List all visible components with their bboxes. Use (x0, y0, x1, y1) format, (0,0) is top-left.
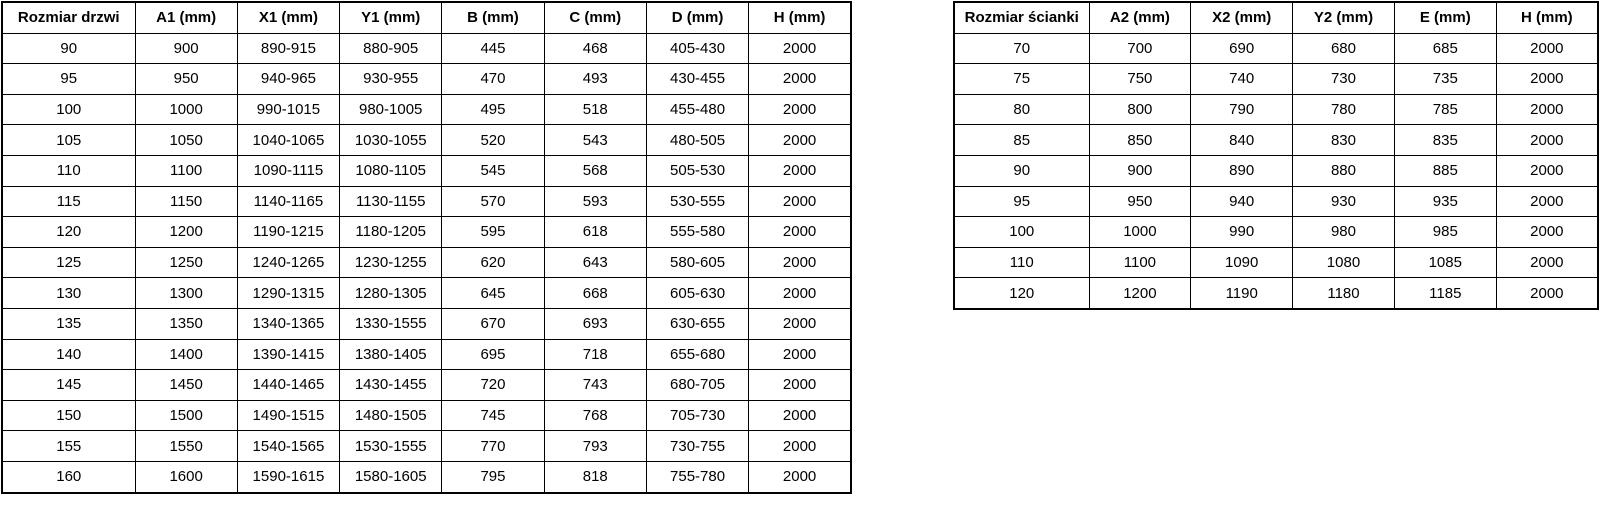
table-cell: 2000 (749, 431, 851, 462)
table-cell: 668 (544, 278, 646, 309)
table-cell: 1540-1565 (237, 431, 339, 462)
table-row (2, 370, 851, 401)
table-cell: 1140-1165 (237, 186, 339, 217)
table-cell: 1550 (135, 431, 237, 462)
table-cell: 670 (442, 308, 544, 339)
header-row (2, 2, 851, 33)
table-row (954, 64, 1598, 95)
table-cell: 743 (544, 370, 646, 401)
table-cell: 618 (544, 217, 646, 248)
table-row (2, 33, 851, 64)
table-cell: 2000 (1496, 217, 1598, 248)
table-cell: 880 (1293, 155, 1395, 186)
table-cell: 1150 (135, 186, 237, 217)
table-cell: 1190-1215 (237, 217, 339, 248)
table-cell: 145 (2, 370, 135, 401)
table-cell: 730 (1293, 64, 1395, 95)
table-cell: 2000 (749, 125, 851, 156)
table-cell: 730-755 (646, 431, 748, 462)
table-cell: 1480-1505 (340, 400, 442, 431)
table-cell: 1100 (135, 155, 237, 186)
table-cell: 2000 (749, 64, 851, 95)
table-row (954, 186, 1598, 217)
table-row (2, 308, 851, 339)
table-cell: 1340-1365 (237, 308, 339, 339)
table-cell: 593 (544, 186, 646, 217)
table-cell: 1180 (1293, 278, 1395, 309)
table-row (2, 94, 851, 125)
table-cell: 1290-1315 (237, 278, 339, 309)
table-cell: 2000 (749, 33, 851, 64)
table-row (2, 155, 851, 186)
table-cell: 818 (544, 461, 646, 492)
table-cell: 140 (2, 339, 135, 370)
table-row (2, 461, 851, 492)
table-cell: 405-430 (646, 33, 748, 64)
table-cell: 850 (1089, 125, 1191, 156)
table-cell: 2000 (1496, 155, 1598, 186)
table-cell: 470 (442, 64, 544, 95)
table-cell: 1085 (1394, 247, 1496, 278)
table-cell: 1530-1555 (340, 431, 442, 462)
table-row (954, 247, 1598, 278)
table-cell: 750 (1089, 64, 1191, 95)
table-cell: 1050 (135, 125, 237, 156)
table-cell: 455-480 (646, 94, 748, 125)
table-cell: 1130-1155 (340, 186, 442, 217)
table-cell: 130 (2, 278, 135, 309)
table-cell: 1400 (135, 339, 237, 370)
column-header: C (mm) (544, 2, 646, 33)
table-cell: 120 (954, 278, 1089, 309)
table-cell: 1300 (135, 278, 237, 309)
table-row (2, 125, 851, 156)
table-cell: 1080 (1293, 247, 1395, 278)
table-cell: 1430-1455 (340, 370, 442, 401)
table-cell: 1080-1105 (340, 155, 442, 186)
table-cell: 643 (544, 247, 646, 278)
table-cell: 755-780 (646, 461, 748, 492)
column-header: H (mm) (749, 2, 851, 33)
table-row (954, 278, 1598, 309)
table-cell: 100 (954, 217, 1089, 248)
table-cell: 980 (1293, 217, 1395, 248)
table-cell: 930-955 (340, 64, 442, 95)
header-row (954, 2, 1598, 33)
table-cell: 1280-1305 (340, 278, 442, 309)
table-cell: 570 (442, 186, 544, 217)
table-cell: 2000 (1496, 94, 1598, 125)
table-cell: 790 (1191, 94, 1293, 125)
table-cell: 2000 (1496, 278, 1598, 309)
table-cell: 655-680 (646, 339, 748, 370)
table-cell: 70 (954, 33, 1089, 64)
table-cell: 1000 (1089, 217, 1191, 248)
table-row (2, 431, 851, 462)
column-header: Y2 (mm) (1293, 2, 1395, 33)
table-cell: 2000 (749, 186, 851, 217)
table-cell: 468 (544, 33, 646, 64)
table-cell: 1590-1615 (237, 461, 339, 492)
table-cell: 1000 (135, 94, 237, 125)
table-cell: 1390-1415 (237, 339, 339, 370)
table-cell: 445 (442, 33, 544, 64)
table-cell: 2000 (749, 94, 851, 125)
table-row (2, 339, 851, 370)
table-cell: 1330-1555 (340, 308, 442, 339)
table-row (954, 125, 1598, 156)
table-cell: 890 (1191, 155, 1293, 186)
column-header: D (mm) (646, 2, 748, 33)
table-row (2, 186, 851, 217)
table-cell: 940 (1191, 186, 1293, 217)
table-cell: 1490-1515 (237, 400, 339, 431)
table-cell: 495 (442, 94, 544, 125)
table-cell: 543 (544, 125, 646, 156)
table-row (2, 64, 851, 95)
table-cell: 890-915 (237, 33, 339, 64)
column-header: H (mm) (1496, 2, 1598, 33)
table-cell: 90 (954, 155, 1089, 186)
table-cell: 1185 (1394, 278, 1496, 309)
table-cell: 95 (954, 186, 1089, 217)
column-header: Y1 (mm) (340, 2, 442, 33)
table-cell: 568 (544, 155, 646, 186)
table-cell: 110 (954, 247, 1089, 278)
table-cell: 793 (544, 431, 646, 462)
column-header: Rozmiar drzwi (2, 2, 135, 33)
table-cell: 880-905 (340, 33, 442, 64)
table-cell: 693 (544, 308, 646, 339)
door-size-table (1, 1, 852, 494)
table-cell: 1500 (135, 400, 237, 431)
table-cell: 735 (1394, 64, 1496, 95)
table-cell: 770 (442, 431, 544, 462)
table-cell: 2000 (749, 461, 851, 492)
table-row (954, 33, 1598, 64)
table-cell: 2000 (1496, 64, 1598, 95)
table-cell: 1090-1115 (237, 155, 339, 186)
table-cell: 2000 (749, 339, 851, 370)
table-cell: 480-505 (646, 125, 748, 156)
table-cell: 840 (1191, 125, 1293, 156)
table-cell: 1090 (1191, 247, 1293, 278)
table-cell: 740 (1191, 64, 1293, 95)
table-cell: 718 (544, 339, 646, 370)
table-cell: 2000 (749, 278, 851, 309)
table-cell: 1380-1405 (340, 339, 442, 370)
table-cell: 1450 (135, 370, 237, 401)
table-row (2, 217, 851, 248)
table-cell: 105 (2, 125, 135, 156)
table-cell: 800 (1089, 94, 1191, 125)
table-cell: 1200 (135, 217, 237, 248)
table-cell: 620 (442, 247, 544, 278)
table-cell: 605-630 (646, 278, 748, 309)
table-cell: 530-555 (646, 186, 748, 217)
table-row (2, 247, 851, 278)
wall-size-table (953, 1, 1599, 310)
table-cell: 2000 (1496, 247, 1598, 278)
table-cell: 1230-1255 (340, 247, 442, 278)
table-cell: 518 (544, 94, 646, 125)
column-header: X1 (mm) (237, 2, 339, 33)
table-cell: 2000 (1496, 33, 1598, 64)
table-cell: 120 (2, 217, 135, 248)
table-cell: 700 (1089, 33, 1191, 64)
table-cell: 1600 (135, 461, 237, 492)
table-cell: 1200 (1089, 278, 1191, 309)
column-header: A2 (mm) (1089, 2, 1191, 33)
table-cell: 155 (2, 431, 135, 462)
table-cell: 1580-1605 (340, 461, 442, 492)
table-cell: 2000 (749, 308, 851, 339)
table-cell: 110 (2, 155, 135, 186)
table-cell: 900 (1089, 155, 1191, 186)
table-cell: 2000 (749, 155, 851, 186)
table-cell: 2000 (1496, 186, 1598, 217)
table-cell: 980-1005 (340, 94, 442, 125)
table-cell: 1030-1055 (340, 125, 442, 156)
table-cell: 1040-1065 (237, 125, 339, 156)
table-cell: 830 (1293, 125, 1395, 156)
table-cell: 985 (1394, 217, 1496, 248)
table-cell: 2000 (749, 370, 851, 401)
table-cell: 1100 (1089, 247, 1191, 278)
table-cell: 930 (1293, 186, 1395, 217)
table-cell: 493 (544, 64, 646, 95)
table-cell: 505-530 (646, 155, 748, 186)
table-cell: 2000 (1496, 125, 1598, 156)
table-cell: 645 (442, 278, 544, 309)
table-cell: 1180-1205 (340, 217, 442, 248)
table-cell: 990-1015 (237, 94, 339, 125)
table-row (954, 217, 1598, 248)
table-row (954, 155, 1598, 186)
table-cell: 690 (1191, 33, 1293, 64)
table-cell: 685 (1394, 33, 1496, 64)
column-header: A1 (mm) (135, 2, 237, 33)
table-cell: 555-580 (646, 217, 748, 248)
table-cell: 768 (544, 400, 646, 431)
table-cell: 75 (954, 64, 1089, 95)
table-cell: 1190 (1191, 278, 1293, 309)
table-cell: 1240-1265 (237, 247, 339, 278)
table-row (954, 94, 1598, 125)
table-cell: 780 (1293, 94, 1395, 125)
table-cell: 680-705 (646, 370, 748, 401)
table-cell: 90 (2, 33, 135, 64)
table-cell: 160 (2, 461, 135, 492)
column-header: B (mm) (442, 2, 544, 33)
column-header: X2 (mm) (1191, 2, 1293, 33)
table-cell: 835 (1394, 125, 1496, 156)
table-cell: 705-730 (646, 400, 748, 431)
table-cell: 520 (442, 125, 544, 156)
table-cell: 630-655 (646, 308, 748, 339)
table-cell: 885 (1394, 155, 1496, 186)
table-cell: 430-455 (646, 64, 748, 95)
column-header: E (mm) (1394, 2, 1496, 33)
table-cell: 135 (2, 308, 135, 339)
table-row (2, 278, 851, 309)
table-cell: 1440-1465 (237, 370, 339, 401)
table-cell: 680 (1293, 33, 1395, 64)
table-cell: 940-965 (237, 64, 339, 95)
table-cell: 1350 (135, 308, 237, 339)
table-cell: 2000 (749, 247, 851, 278)
table-cell: 900 (135, 33, 237, 64)
table-cell: 80 (954, 94, 1089, 125)
table-cell: 150 (2, 400, 135, 431)
table-cell: 2000 (749, 400, 851, 431)
column-header: Rozmiar ścianki (954, 2, 1089, 33)
table-cell: 100 (2, 94, 135, 125)
table-cell: 785 (1394, 94, 1496, 125)
table-cell: 125 (2, 247, 135, 278)
table-cell: 990 (1191, 217, 1293, 248)
table-cell: 595 (442, 217, 544, 248)
table-cell: 95 (2, 64, 135, 95)
table-row (2, 400, 851, 431)
table-cell: 545 (442, 155, 544, 186)
table-cell: 580-605 (646, 247, 748, 278)
table-cell: 950 (1089, 186, 1191, 217)
table-cell: 720 (442, 370, 544, 401)
table-cell: 745 (442, 400, 544, 431)
table-cell: 2000 (749, 217, 851, 248)
table-cell: 935 (1394, 186, 1496, 217)
table-cell: 85 (954, 125, 1089, 156)
table-cell: 1250 (135, 247, 237, 278)
table-cell: 115 (2, 186, 135, 217)
table-cell: 950 (135, 64, 237, 95)
table-cell: 795 (442, 461, 544, 492)
table-cell: 695 (442, 339, 544, 370)
